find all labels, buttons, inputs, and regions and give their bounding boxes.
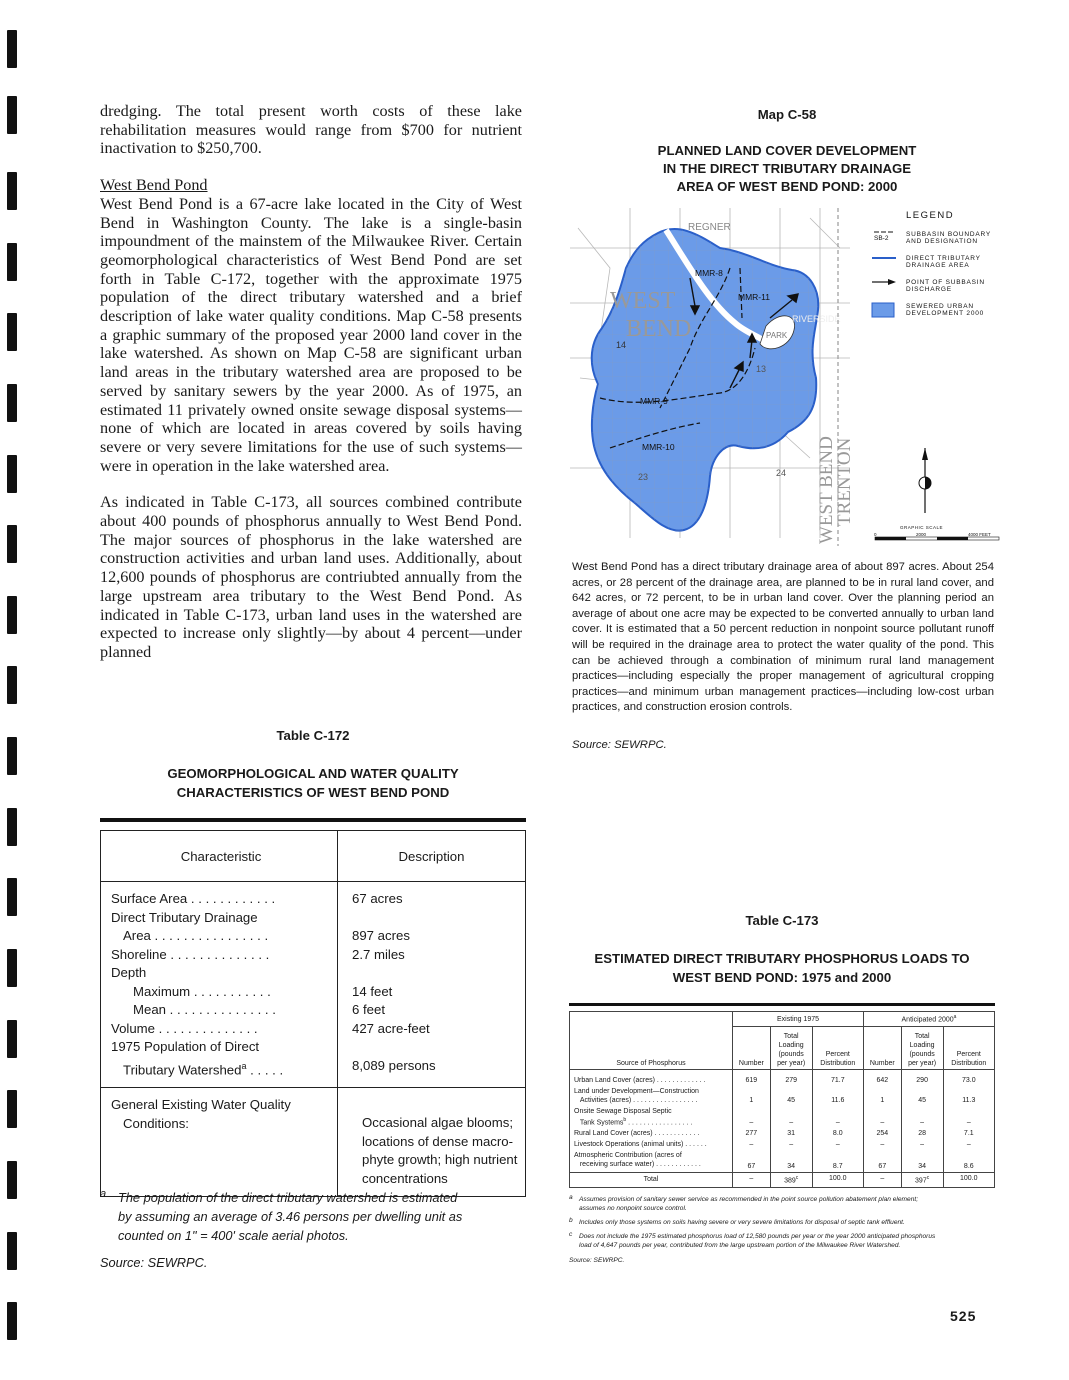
map-label-mmr8: MMR-8	[695, 268, 723, 278]
map-label-mmr9: MMR-9	[640, 396, 668, 406]
watershed-map	[570, 208, 1000, 546]
column-group-anticipated: Anticipated 2000$^a$	[863, 1012, 994, 1027]
paragraph-phosphorus: As indicated in Table C-173, all sources combined contribute about 400 pounds of phosphorus annually to West Bend Pond. The major sources of phosphorus in the lake watershed are construction activities and urban land uses. Additionally, about 12,600 pounds of phosphorus are contriubted annually from the large upstream area tributary to the West Bend Pond. As indicated in Table C-173, urban land uses in the watershed are expected to increase only slightly—by about 4 percent—under planned	[100, 493, 522, 661]
table-rule	[100, 818, 526, 822]
section-paragraph	[100, 176, 522, 475]
table-row: Urban Land Cover (acres) . . . . . . . . . . . . . 619 279 71.7 642 290 73.0	[570, 1070, 995, 1087]
binding-tab	[7, 1090, 17, 1128]
column-group-existing: Existing 1975	[733, 1012, 864, 1027]
table-172-footnote: a The population of the direct tributary watershed is estimated by assuming an average of 3.46 persons per dwelling unit as counted on 1" = 400' scale aerial photos. Source: SEWRPC.	[100, 1188, 526, 1272]
table-row: Onsite Sewage Disposal Septic Tank Systems$^b$ . . . . . . . . . . . . . . . . . – – – – – –	[570, 1106, 995, 1128]
table-173-footnote-a: a Assumes provision of sanitary sewer service as recommended in the point source pollution abatement plan element; assumes no nonpoint source control.	[569, 1194, 919, 1212]
binding-tab	[7, 1161, 17, 1199]
svg-text:2000: 2000	[916, 532, 927, 537]
map-label-bend: BEND	[626, 316, 692, 342]
map-label-park: PARK	[766, 331, 788, 340]
table-172-source: Source: SEWRPC.	[100, 1255, 208, 1270]
svg-text:DRAINAGE AREA: DRAINAGE AREA	[906, 262, 970, 269]
paragraph-dredging: dredging. The total present worth costs of these lake rehabilitation measures would range from $700 for nutrient inactivation to $250,700.	[100, 102, 522, 158]
table-173-title: ESTIMATED DIRECT TRIBUTARY PHOSPHORUS LOADS TO WEST BEND POND: 1975 and 2000	[594, 951, 970, 985]
section-heading: West Bend Pond	[100, 176, 208, 195]
svg-text:SEWERED URBAN: SEWERED URBAN	[906, 303, 974, 310]
table-173-source: Source: SEWRPC.	[569, 1257, 625, 1264]
binding-tab	[7, 313, 17, 351]
map-legend	[872, 210, 991, 317]
table-row-total: Total – 389$^c$ 100.0 – 397$^c$ 100.0	[570, 1173, 995, 1187]
map-label-regner: REGNER	[688, 222, 731, 233]
table-173-footnote-b: b Includes only those systems on soils having severe or very severe limitations for disposal of septic tank effluent.	[569, 1217, 905, 1226]
map-caption: West Bend Pond has a direct tributary drainage area of about 897 acres. About 254 acres, or 28 percent of the drainage area, are planned to be in rural land cover, and 642 acres, or 72 percent, to be in urban land cover. Over the planning period an average of about one acre may be expected to be converted annually to urban land cover. It is estimated that a 50 percent reduction in nonpoint source pollutant runoff will be required in the drainage area to protect the water quality of the pond. This can be achieved through a combination of minimum rural land management practices—including especially the proper management of agricultural cropping practices—and minimum urban management practices—including low-cost urban practices, and construction erosion controls. Source: SEWRPC.	[572, 560, 994, 754]
map-label-13: 13	[756, 364, 767, 374]
table-173-label: Table C-173	[745, 913, 819, 928]
column-header: Source of Phosphorus	[570, 1012, 733, 1070]
binding-tabs	[7, 30, 19, 1350]
binding-tab	[7, 1232, 17, 1270]
binding-tab	[7, 1302, 17, 1340]
column-header: Total Loading (pounds per year)	[770, 1027, 812, 1070]
description-cell: 67 acres 897 acres 2.7 miles 14 feet 6 feet 427 acre-feet 8,089 persons	[338, 882, 526, 1088]
binding-tab	[7, 737, 17, 775]
column-header: Description	[338, 831, 526, 882]
table-172-title: GEOMORPHOLOGICAL AND WATER QUALITY CHARACTERISTICS OF WEST BEND POND	[167, 766, 459, 800]
svg-text:DIRECT TRIBUTARY: DIRECT TRIBUTARY	[906, 255, 981, 262]
map-label-24: 24	[776, 468, 787, 478]
svg-text:4000 FEET: 4000 FEET	[968, 532, 991, 537]
map-label-14: 14	[616, 340, 627, 350]
table-172-label: Table C-172	[276, 728, 350, 743]
binding-tab	[7, 878, 17, 916]
column-header: Number	[863, 1027, 901, 1070]
north-arrow-icon	[919, 448, 931, 513]
svg-text:AND DESIGNATION: AND DESIGNATION	[906, 238, 978, 245]
binding-tab	[7, 172, 17, 210]
svg-text:DEVELOPMENT 2000: DEVELOPMENT 2000	[906, 310, 985, 317]
map-label-riverside: RIVERSIDE	[792, 314, 841, 324]
map-label-mmr11: MMR-11	[738, 292, 770, 302]
map-label-west: WEST	[610, 288, 676, 314]
binding-tab	[7, 243, 17, 281]
table-172	[100, 818, 526, 1197]
map-label-trenton-vertical: TRENTON	[834, 437, 855, 526]
binding-tab	[7, 1020, 17, 1058]
svg-text:SUBBASIN BOUNDARY: SUBBASIN BOUNDARY	[906, 231, 991, 238]
binding-tab	[7, 525, 17, 563]
column-header: Number	[733, 1027, 771, 1070]
legend-sewered-swatch	[872, 303, 894, 317]
map-label-mmr10: MMR-10	[642, 442, 675, 452]
column-header: Percent Distribution	[943, 1027, 994, 1070]
binding-tab	[7, 96, 17, 134]
binding-tab	[7, 455, 17, 493]
binding-tab	[7, 384, 17, 422]
binding-tab	[7, 30, 17, 68]
legend-arrow-icon	[888, 279, 896, 285]
binding-tab	[7, 666, 17, 704]
map-label: Map C-58	[757, 107, 817, 122]
binding-tab	[7, 808, 17, 846]
column-header: Characteristic	[101, 831, 338, 882]
page-number: 525	[950, 1308, 977, 1324]
map-label-west-bend-vertical: WEST BEND	[816, 436, 837, 544]
table-row: Rural Land Cover (acres) . . . . . . . . . . . . 277 31 8.0 254 28 7.1	[570, 1128, 995, 1139]
svg-text:POINT OF SUBBASIN: POINT OF SUBBASIN	[906, 279, 985, 286]
left-column	[100, 102, 522, 662]
graphic-scale	[874, 525, 999, 540]
svg-text:GRAPHIC SCALE: GRAPHIC SCALE	[900, 525, 944, 530]
characteristic-cell: General Existing Water Quality Conditions:	[101, 1088, 338, 1197]
column-header: Total Loading (pounds per year)	[901, 1027, 943, 1070]
paragraph-west-bend-pond: West Bend Pond is a 67-acre lake located in the City of West Bend in Washington County. The lake is a single-basin impoundment of the mainstem of the Milwaukee River. Certain geomorphological characteristics of West Bend Pond are set forth in Table C-172, together with the approximate 1975 population of the direct tributary watershed and a brief description of lake water quality conditions. Map C-58 presents a graphic summary of the proposed year 2000 land cover in the lake watershed. As shown on Map C-58 are significant urban land areas in the tributary watershed area are proposed to be served by sanitary sewers by the year 2000. As of 1975, an estimated 11 privately owned onsite sewage disposal systems—none of which are located in areas covered by soils having severe or very severe limitations for the use of such systems—were in operation in the lake watershed area.	[100, 194, 522, 475]
column-header: Percent Distribution	[812, 1027, 863, 1070]
description-cell: Occasional algae blooms; locations of dense macro- phyte growth; high nutrient concentrations	[338, 1088, 526, 1197]
binding-tab	[7, 949, 17, 987]
map-source: Source: SEWRPC.	[572, 738, 667, 751]
binding-tab	[7, 596, 17, 634]
table-173-footnote-c: c Does not include the 1975 estimated phosphorus load of 12,580 pounds per year or the year 2000 anticipated phosphorus load of 4,647 pounds per year, contributed from the large upstream portion of the Milwaukee River Watershed.	[569, 1231, 936, 1249]
map-label-23: 23	[638, 472, 649, 482]
svg-text:0: 0	[874, 532, 877, 537]
table-row: Atmospheric Contribution (acres of receiving surface water) . . . . . . . . . . . . 67 34 8.7 67 34 8.6	[570, 1150, 995, 1173]
table-rule	[569, 1003, 995, 1006]
table-row: Livestock Operations (animal units) . . . . . . – – – – – –	[570, 1139, 995, 1150]
map-title: PLANNED LAND COVER DEVELOPMENT IN THE DIRECT TRIBUTARY DRAINAGE AREA OF WEST BEND POND: 2000	[657, 143, 917, 194]
legend-subbasin-code: SB-2	[874, 235, 889, 242]
table-173	[569, 1003, 995, 1188]
svg-text:DISCHARGE: DISCHARGE	[906, 286, 952, 293]
table-row: Land under Development—Construction Activities (acres) . . . . . . . . . . . . . . . . . 1 45 11.6 1 45 11.3	[570, 1086, 995, 1106]
legend-title: LEGEND	[906, 210, 955, 221]
characteristic-cell: Surface Area . . . . . . . . . . . . Direct Tributary Drainage Area . . . . . . . . . . . . . . . . Shoreline . . . . . . . . . . . . . . Depth Maximum . . . . . . . . . . . Mean . . . . . . . . . . . . . . . Volume . . . . . . . . . . . . . . 1975 Population of Direct Tributary Watershed$^a$ . . . . .	[101, 882, 338, 1088]
